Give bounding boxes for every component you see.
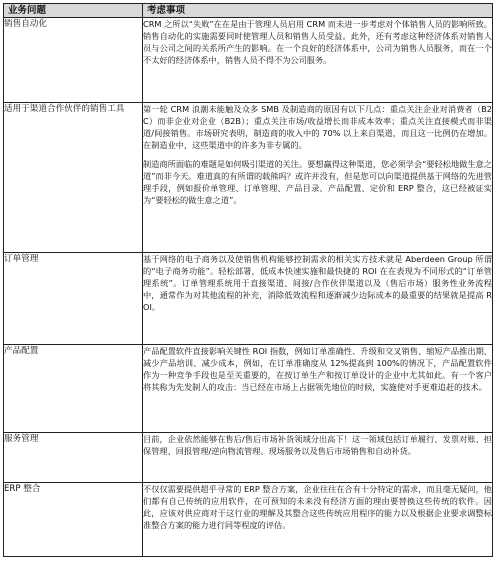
- row-category: 产品配置: [4, 345, 143, 433]
- header-considerations: 考虑事项: [143, 4, 493, 18]
- row-considerations: [143, 345, 493, 433]
- row-category: 订单管理: [4, 253, 143, 345]
- table-row: [4, 433, 493, 483]
- consideration-paragraph: 不仅仅需要提供超乎寻常的 ERP 整合方案，企业往往在合有十分特定的需求，而且毫无疑问，他们都有自己传统的应用软件，在可预知的未来没有经济方面的理由要替换这些传统的软件。因此，应该对供应商对于这行业的理解及其整合这些传统应用程序的能力以及根据企业要求调整标准整合方案的能力进行同等程度的评估。: [143, 484, 492, 530]
- table-row: [4, 253, 493, 345]
- row-considerations: [143, 253, 493, 345]
- row-category: 销售自动化: [4, 18, 143, 103]
- row-considerations: [143, 18, 493, 103]
- considerations-table: [3, 3, 493, 557]
- header-business-issue: 业务问题: [4, 4, 143, 18]
- row-considerations: [143, 433, 493, 483]
- table-row: [4, 345, 493, 433]
- consideration-paragraph: 目前，企业依然能够在售后/售后市场补货领域分出高下！这一领域包括订单履行、发票对账、担保管理、回报管理/逆向物流管理、现场服务以及售后市场销售和自动补货。: [143, 434, 492, 456]
- consideration-paragraph: 制造商所面临的难题是如何吸引渠道的关注。要想赢得这种渠道，您必须学会“要轻松地做生意之道”而非今天。难道真的有所谓的载熊吗？或许并没有，但是您可以向渠道提供基于网络的先进管理手段，例如报价单管理、订单管理、产品目录、产品配置、定价和 ERP 整合，这已经被证实为“要轻松的做生意之道”。: [143, 159, 492, 205]
- table-row: [4, 18, 493, 103]
- consideration-paragraph: CRM 之所以“失败”在在是由于管理人员启用 CRM 而未进一步考虑对个体销售人员的影响所致。销售自动化的实施需要同时使管理人员和销售人员受益。此外，还有考虑这种经济体系对销售人员与公司之间的关系所产生的影响。在一个良好的经济体系中，公司为销售人员服务，而在一个不太好的经济体系中，销售人员不得不为公司服务。: [143, 19, 492, 65]
- table-row: [4, 483, 493, 557]
- header-row: [4, 4, 493, 18]
- row-considerations: [143, 483, 493, 557]
- row-category: ERP 整合: [4, 483, 143, 557]
- row-considerations: [143, 103, 493, 253]
- table-row: [4, 103, 493, 253]
- consideration-paragraph: 第一轮 CRM 浪潮未能触及众多 SMB 及制造商的原因有以下几点：重点关注企业对消费者（B2C）而非企业对企业（B2B）；重点关注市场/收益增长而非成本效率；重点关注直接模式而非渠道/间接销售。市场研究表明，制造商的收入中的 70% 以上来自渠道，而且这一比例仍在增加。在制造业中，这些渠道中的许多为非专属的。: [143, 104, 492, 150]
- consideration-paragraph: 基于网络的电子商务以及使销售机构能够控制需求的相关实方技术就是 Aberdeen Group 所谓的“电子商务功能”。轻松部署，低成本快速实施和最快捷的 ROI 在在表现为不同形式的“订单管理系统”。订单管理系统用于直接渠道、间接/合作伙伴渠道以及（售后市场）服务性业务流程中，通常作为对其他流程的补充，消除低效流程和逐渐减少边际成本的最重要的结果就是提高 ROI。: [143, 254, 492, 312]
- consideration-paragraph: 产品配置软件直接影响关键性 ROI 指数，例如订单准确性、升级和交叉销售、缩短产品推出期、减少产品培训、减少成本，例如，在订单准确度从 12%提高到 100%的情况下，产品配置软件作为一种竞争手段也是至关重要的，在按订单生产和按订单设计的企业中尤其如此。有一个客户将其称为先发制人的攻击：当已经在市场上占据领先地位的时候，实施使对手更难追赶的技术。: [143, 346, 492, 392]
- row-category: 适用于渠道合作伙伴的销售工具: [4, 103, 143, 253]
- row-category: 服务管理: [4, 433, 143, 483]
